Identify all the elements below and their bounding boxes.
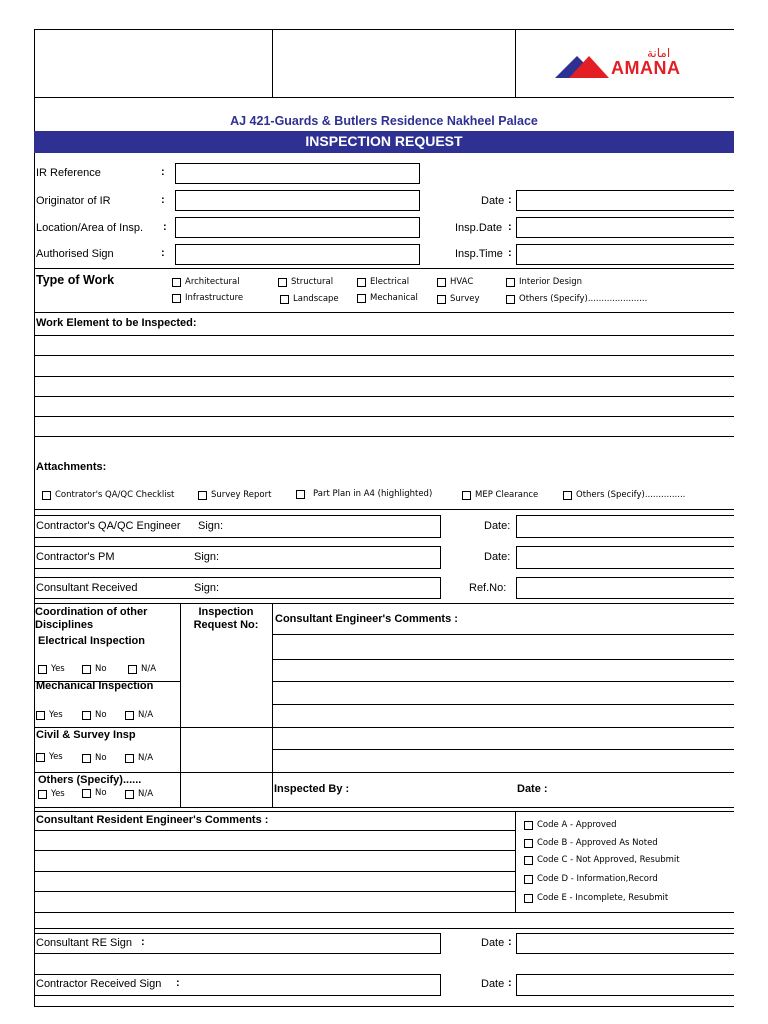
others-specify-label: Others (Specify)......: [38, 774, 142, 786]
date-label: Date: [481, 937, 505, 949]
option-label: Interior Design: [519, 277, 583, 287]
option-label: Survey: [450, 294, 480, 304]
option-label: Code A - Approved: [537, 820, 617, 830]
mechanical-inspection-label: Mechanical Inspection: [36, 680, 154, 692]
inspection-request-no-header: Inspection Request No:: [193, 606, 259, 631]
colon: :: [508, 194, 512, 206]
pm-date-input[interactable]: [516, 546, 734, 569]
checkbox-icon[interactable]: [524, 856, 533, 865]
mechanical-na[interactable]: [125, 710, 153, 720]
option-label: Yes: [51, 789, 65, 799]
checkbox-electrical[interactable]: [357, 277, 409, 287]
work-element-line[interactable]: [34, 396, 734, 397]
comment-line[interactable]: [272, 749, 734, 750]
option-label: Structural: [291, 277, 334, 287]
checkbox-survey[interactable]: [437, 294, 480, 304]
consultant-received-label: Consultant Received: [36, 582, 138, 594]
originator-label: Originator of IR: [36, 195, 111, 207]
others-na[interactable]: [125, 789, 153, 799]
date-label: Date:: [484, 551, 511, 563]
header-divider-1: [272, 29, 273, 97]
checkbox-icon[interactable]: [296, 490, 305, 499]
checkbox-icon[interactable]: [278, 278, 287, 287]
insp-date-input[interactable]: [516, 217, 734, 238]
table-top-line: [34, 603, 734, 604]
checkbox-icon[interactable]: [462, 491, 471, 500]
checkbox-icon[interactable]: [172, 294, 181, 303]
electrical-yes[interactable]: [38, 664, 65, 674]
checkbox-others-specify[interactable]: [506, 294, 647, 304]
comment-line[interactable]: [272, 704, 734, 705]
checkbox-icon[interactable]: [524, 894, 533, 903]
checkbox-landscape[interactable]: [280, 294, 339, 304]
header-divider-2: [515, 29, 516, 97]
colon: :: [161, 194, 165, 206]
table-bottom-line: [34, 807, 734, 808]
consultant-comments-header: Consultant Engineer's Comments :: [275, 613, 458, 625]
checkbox-icon[interactable]: [82, 711, 91, 720]
code-b-checkbox[interactable]: [524, 838, 658, 848]
civil-no[interactable]: [82, 753, 107, 763]
checkbox-icon[interactable]: [42, 491, 51, 500]
pm-label: Contractor's PM: [36, 551, 115, 563]
work-element-line[interactable]: [34, 355, 734, 356]
checkbox-survey-report[interactable]: [198, 490, 271, 500]
checkbox-icon[interactable]: [82, 754, 91, 763]
colon: :: [508, 977, 512, 989]
colon: :: [161, 166, 165, 178]
checkbox-icon[interactable]: [198, 491, 207, 500]
divider: [34, 312, 734, 313]
ref-no-label: Ref.No:: [469, 582, 507, 594]
sign-label: Sign:: [194, 551, 220, 563]
checkbox-icon[interactable]: [82, 789, 91, 798]
checkbox-qaqc-checklist[interactable]: [42, 490, 174, 500]
resident-comment-line[interactable]: [34, 891, 515, 892]
date-input[interactable]: [516, 190, 734, 211]
electrical-na[interactable]: [128, 664, 156, 674]
frame-bottom-line: [34, 1006, 734, 1007]
code-a-checkbox[interactable]: [524, 820, 617, 830]
checkbox-icon[interactable]: [563, 491, 572, 500]
table-col-divider: [180, 603, 181, 807]
electrical-no[interactable]: [82, 664, 107, 674]
code-d-checkbox[interactable]: [524, 874, 658, 884]
option-label: No: [95, 710, 107, 720]
resident-comment-line[interactable]: [34, 850, 515, 851]
colon: :: [508, 247, 512, 259]
divider: [34, 268, 734, 269]
inspected-by-label: Inspected By :: [274, 783, 350, 795]
form-title-banner: INSPECTION REQUEST: [34, 131, 734, 153]
authorised-sign-label: Authorised Sign: [36, 248, 114, 260]
checkbox-architectural[interactable]: [172, 277, 240, 287]
option-label: Others (Specify)......................: [519, 294, 648, 304]
divider: [34, 811, 734, 812]
checkbox-icon[interactable]: [125, 711, 134, 720]
divider: [34, 509, 734, 510]
qaqc-label: Contractor's QA/QC Engineer: [36, 520, 181, 532]
option-label: N/A: [141, 664, 157, 674]
colon: :: [163, 221, 167, 233]
contractor-date-input[interactable]: [516, 974, 734, 996]
civil-na[interactable]: [125, 753, 153, 763]
row-line: [34, 772, 734, 773]
option-label: Yes: [49, 752, 63, 762]
checkbox-icon[interactable]: [172, 278, 181, 287]
logo-arabic: امانة: [647, 46, 671, 60]
checkbox-structural[interactable]: [278, 277, 333, 287]
comment-line[interactable]: [272, 659, 734, 660]
option-label: Part Plan in A4 (highlighted): [313, 489, 433, 499]
comment-line[interactable]: [272, 681, 734, 682]
work-element-label: Work Element to be Inspected:: [36, 317, 197, 329]
sign-label: Sign:: [198, 520, 224, 532]
resident-bottom-line: [34, 912, 734, 913]
resident-comment-line[interactable]: [34, 830, 515, 831]
amana-logo: [555, 46, 715, 82]
option-label: Survey Report: [211, 490, 272, 500]
option-label: No: [95, 664, 107, 674]
electrical-inspection-label: Electrical Inspection: [38, 635, 145, 647]
option-label: MEP Clearance: [475, 490, 539, 500]
option-label: Contrator's QA/QC Checklist: [55, 490, 175, 500]
checkbox-mechanical[interactable]: [357, 293, 418, 303]
inspected-date-label: Date :: [517, 783, 548, 795]
checkbox-part-plan[interactable]: [296, 489, 432, 499]
checkbox-icon[interactable]: [36, 753, 45, 762]
option-label: Code B - Approved As Noted: [537, 838, 658, 848]
checkbox-icon[interactable]: [82, 665, 91, 674]
attachments-label: Attachments:: [36, 461, 107, 473]
insp-time-label: Insp.Time: [455, 248, 503, 260]
mechanical-no[interactable]: [82, 710, 107, 720]
frame-top-line: [34, 29, 734, 30]
location-input[interactable]: [175, 217, 420, 238]
checkbox-icon[interactable]: [357, 294, 366, 303]
location-label: Location/Area of Insp.: [36, 222, 144, 234]
row-line: [34, 727, 734, 728]
checkbox-icon[interactable]: [437, 295, 446, 304]
checkbox-icon[interactable]: [506, 278, 515, 287]
date-label: Date: [481, 195, 505, 207]
work-element-line[interactable]: [34, 416, 734, 417]
project-title: AJ 421-Guards & Butlers Residence Nakheel Palace: [230, 114, 538, 128]
checkbox-icon[interactable]: [524, 821, 533, 830]
authorised-sign-input[interactable]: [175, 244, 420, 265]
date-label: Date:: [484, 520, 511, 532]
checkbox-icon[interactable]: [128, 665, 137, 674]
option-label: Others (Specify)...............: [576, 490, 686, 500]
re-sign-label: Consultant RE Sign: [36, 937, 132, 949]
work-element-line[interactable]: [34, 436, 734, 437]
codes-divider: [515, 811, 516, 912]
others-yes[interactable]: [38, 789, 65, 799]
option-label: Code C - Not Approved, Resubmit: [537, 855, 680, 865]
option-label: Yes: [51, 664, 65, 674]
option-label: N/A: [138, 710, 154, 720]
option-label: Architectural: [185, 277, 240, 287]
code-c-checkbox[interactable]: [524, 855, 680, 865]
contractor-received-label: Contractor Received Sign: [36, 978, 162, 990]
checkbox-icon[interactable]: [38, 790, 47, 799]
checkbox-icon[interactable]: [524, 839, 533, 848]
checkbox-icon[interactable]: [524, 875, 533, 884]
option-label: HVAC: [450, 277, 474, 287]
checkbox-interior-design[interactable]: [506, 277, 582, 287]
colon: :: [508, 936, 512, 948]
option-label: Code D - Information,Record: [537, 874, 658, 884]
amana-logo-mark: [555, 50, 615, 80]
checkbox-icon[interactable]: [38, 665, 47, 674]
colon: :: [176, 977, 180, 989]
colon: :: [141, 936, 145, 948]
qaqc-date-input[interactable]: [516, 515, 734, 538]
header-bottom-line: [34, 97, 734, 98]
logo-text: AMANA: [611, 58, 681, 78]
ir-reference-label: IR Reference: [36, 167, 101, 179]
insp-time-input[interactable]: [516, 244, 734, 265]
civil-survey-label: Civil & Survey Insp: [36, 729, 136, 741]
ref-no-input[interactable]: [516, 577, 734, 599]
work-element-line[interactable]: [34, 376, 734, 377]
colon: :: [508, 221, 512, 233]
insp-date-label: Insp.Date: [455, 222, 503, 234]
option-label: N/A: [138, 789, 154, 799]
ir-reference-input[interactable]: [175, 163, 420, 184]
date-label: Date: [481, 978, 505, 990]
mechanical-yes[interactable]: [36, 710, 63, 720]
resident-comments-label: Consultant Resident Engineer's Comments :: [36, 814, 269, 826]
sign-label: Sign:: [194, 582, 220, 594]
checkbox-icon[interactable]: [357, 278, 366, 287]
checkbox-icon[interactable]: [125, 754, 134, 763]
colon: :: [161, 247, 165, 259]
checkbox-icon[interactable]: [280, 295, 289, 304]
divider: [34, 928, 734, 929]
option-label: No: [95, 753, 107, 763]
originator-input[interactable]: [175, 190, 420, 211]
option-label: N/A: [138, 753, 154, 763]
checkbox-hvac[interactable]: [437, 277, 473, 287]
checkbox-mep-clearance[interactable]: [462, 490, 538, 500]
option-label: Mechanical: [370, 293, 418, 303]
option-label: Electrical: [370, 277, 410, 287]
others-no[interactable]: [82, 788, 107, 798]
civil-yes[interactable]: [36, 752, 63, 762]
option-label: Infrastructure: [185, 293, 244, 303]
option-label: Code E - Incomplete, Resubmit: [537, 893, 669, 903]
type-of-work-label: Type of Work: [36, 273, 115, 287]
checkbox-icon[interactable]: [506, 295, 515, 304]
option-label: Landscape: [293, 294, 339, 304]
checkbox-icon[interactable]: [437, 278, 446, 287]
resident-comment-line[interactable]: [34, 871, 515, 872]
option-label: No: [95, 788, 107, 798]
code-e-checkbox[interactable]: [524, 893, 668, 903]
comment-line[interactable]: [272, 634, 734, 635]
checkbox-infrastructure[interactable]: [172, 293, 243, 303]
checkbox-icon[interactable]: [125, 790, 134, 799]
checkbox-attachment-others[interactable]: [563, 490, 685, 500]
coordination-header: Coordination of other Disciplines: [35, 606, 148, 631]
option-label: Yes: [49, 710, 63, 720]
work-element-line[interactable]: [34, 335, 734, 336]
re-date-input[interactable]: [516, 933, 734, 954]
checkbox-icon[interactable]: [36, 711, 45, 720]
